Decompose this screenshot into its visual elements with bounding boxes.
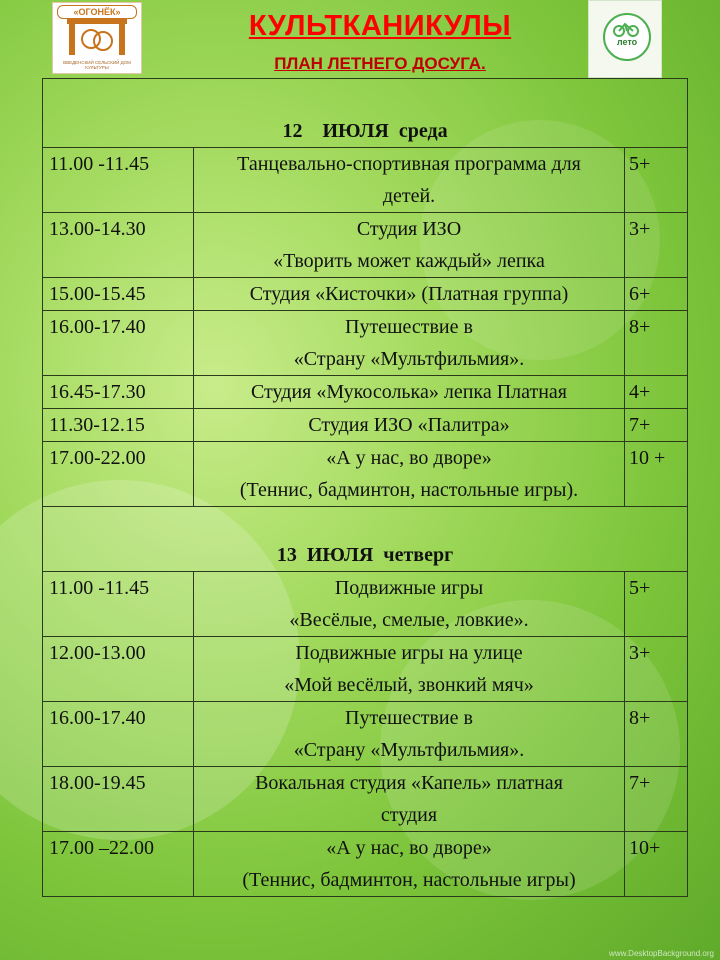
event-activity-line: «А у нас, во дворе» — [326, 447, 492, 469]
event-activity-line: Вокальная студия «Капель» платная — [255, 772, 563, 794]
event-activity-line: «Мой весёлый, звонкий мяч» — [284, 674, 534, 696]
event-activity — [194, 148, 625, 213]
day-header-row — [43, 507, 688, 572]
table-row — [43, 311, 688, 376]
age-rating: 4+ — [625, 376, 688, 409]
logo-leto — [588, 0, 662, 78]
logo-leto-text: лето — [616, 37, 638, 47]
table-row — [43, 637, 688, 702]
event-time: 15.00-15.45 — [43, 278, 194, 311]
event-activity — [194, 278, 625, 311]
table-row — [43, 572, 688, 637]
age-rating: 8+ — [625, 311, 688, 376]
table-row — [43, 409, 688, 442]
event-time: 13.00-14.30 — [43, 213, 194, 278]
logo-subtitle: ВВЕДЕНСКИЙ СЕЛЬСКИЙ ДОМ КУЛЬТУРЫ — [63, 60, 131, 70]
event-activity — [194, 832, 625, 897]
watermark: www.DesktopBackground.org — [609, 949, 714, 958]
day-header: 13 ИЮЛЯ четверг — [43, 507, 688, 572]
event-activity-line: Путешествие в — [345, 707, 473, 729]
schedule-table — [42, 78, 688, 897]
table-row — [43, 767, 688, 832]
event-activity — [194, 213, 625, 278]
logo-ogonek — [52, 2, 142, 74]
age-rating: 10+ — [625, 832, 688, 897]
event-time: 16.00-17.40 — [43, 702, 194, 767]
logo-brand-text: «ОГОНЁК» — [57, 5, 137, 19]
age-rating: 6+ — [625, 278, 688, 311]
table-row — [43, 702, 688, 767]
event-time: 18.00-19.45 — [43, 767, 194, 832]
event-time: 16.45-17.30 — [43, 376, 194, 409]
event-activity-line: Студия «Мукосолька» лепка Платная — [250, 381, 567, 403]
event-activity-line: детей. — [382, 185, 436, 207]
event-activity — [194, 311, 625, 376]
age-rating: 5+ — [625, 148, 688, 213]
event-time: 17.00-22.00 — [43, 442, 194, 507]
event-activity — [194, 376, 625, 409]
event-time: 11.00 -11.45 — [43, 572, 194, 637]
event-activity-line: студия — [380, 804, 438, 826]
event-time: 11.30-12.15 — [43, 409, 194, 442]
event-time: 12.00-13.00 — [43, 637, 194, 702]
event-activity-line: Танцевально-спортивная программа для — [237, 153, 581, 175]
age-rating: 7+ — [625, 409, 688, 442]
event-activity-line: «Весёлые, смелые, ловкие». — [289, 609, 529, 631]
day-header-row — [43, 79, 688, 148]
event-activity-line: Подвижные игры на улице — [295, 642, 523, 664]
event-activity-line: Студия «Кисточки» (Платная группа) — [249, 283, 569, 305]
age-rating: 3+ — [625, 213, 688, 278]
age-rating: 8+ — [625, 702, 688, 767]
event-activity — [194, 442, 625, 507]
event-activity-line: «Страну «Мультфильмия». — [293, 739, 525, 761]
event-time: 16.00-17.40 — [43, 311, 194, 376]
table-row — [43, 376, 688, 409]
event-activity-line: «А у нас, во дворе» — [326, 837, 492, 859]
event-time: 17.00 –22.00 — [43, 832, 194, 897]
event-activity-line: Подвижные игры — [334, 577, 484, 599]
event-activity-line: «Страну «Мультфильмия». — [293, 348, 525, 370]
event-activity-line: (Теннис, бадминтон, настольные игры) — [242, 869, 576, 891]
age-rating: 5+ — [625, 572, 688, 637]
age-rating: 7+ — [625, 767, 688, 832]
event-activity-line: Студия ИЗО «Палитра» — [308, 414, 510, 436]
table-row — [43, 213, 688, 278]
bicycle-icon — [613, 21, 639, 37]
page-title: КУЛЬТКАНИКУЛЫ — [248, 10, 512, 42]
table-row — [43, 148, 688, 213]
event-activity — [194, 637, 625, 702]
event-activity-line: Путешествие в — [345, 316, 473, 338]
day-header: 12 ИЮЛЯ среда — [43, 79, 688, 148]
table-row — [43, 278, 688, 311]
event-activity-line: Студия ИЗО — [356, 218, 462, 240]
page-subtitle: ПЛАН ЛЕТНЕГО ДОСУГА. — [274, 54, 486, 73]
event-time: 11.00 -11.45 — [43, 148, 194, 213]
event-activity — [194, 409, 625, 442]
table-row — [43, 442, 688, 507]
event-activity — [194, 702, 625, 767]
theatre-masks-icon — [67, 19, 127, 59]
age-rating: 10 + — [625, 442, 688, 507]
event-activity-line: «Творить может каждый» лепка — [273, 250, 545, 272]
event-activity-line: (Теннис, бадминтон, настольные игры). — [239, 479, 579, 501]
event-activity — [194, 767, 625, 832]
table-row — [43, 832, 688, 897]
age-rating: 3+ — [625, 637, 688, 702]
event-activity — [194, 572, 625, 637]
